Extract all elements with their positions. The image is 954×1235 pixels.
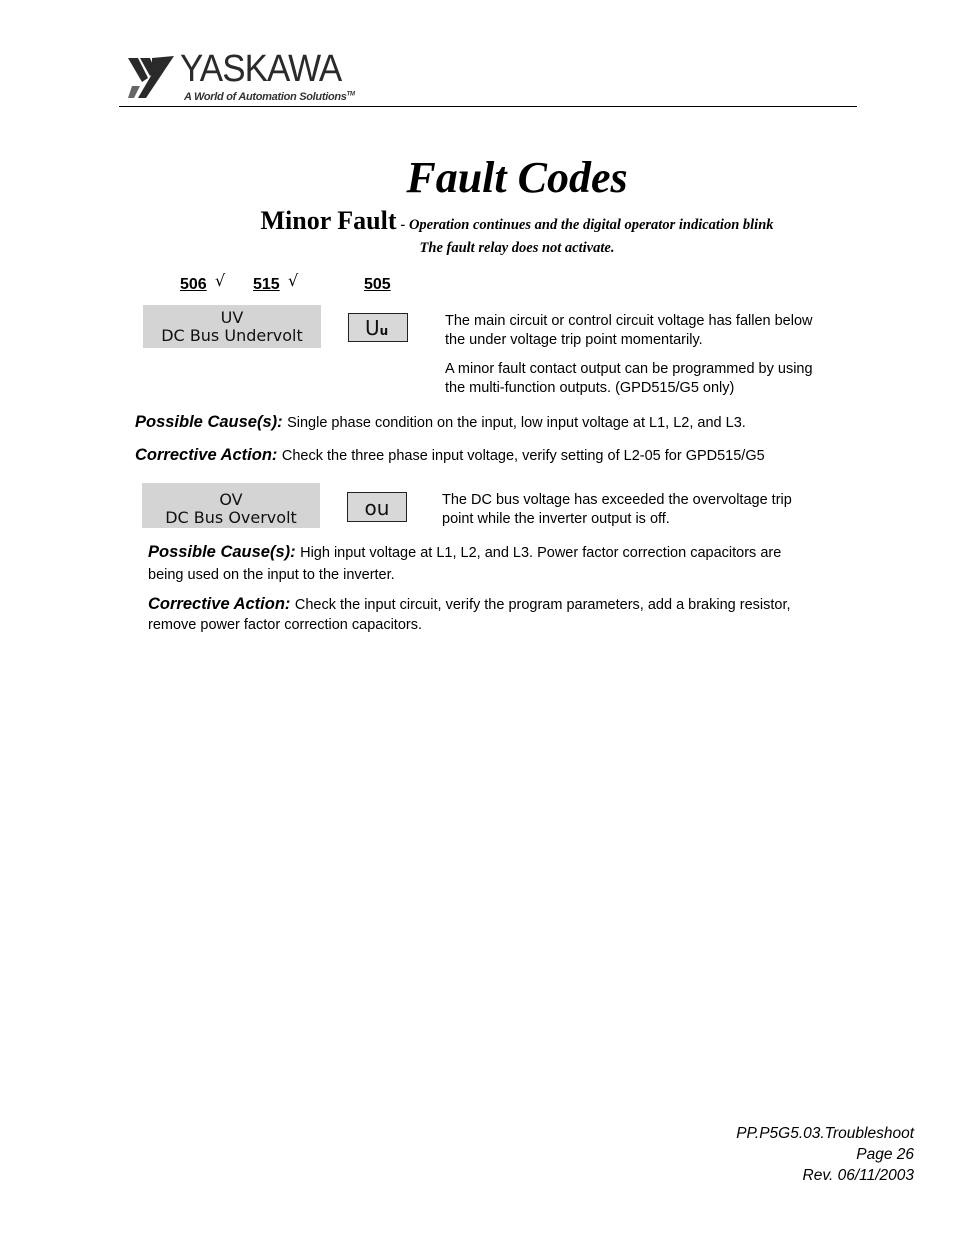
ov-action-label: Corrective Action: [148, 595, 291, 613]
header-divider [119, 106, 857, 107]
page-footer [600, 1123, 914, 1186]
uv-possible-cause [135, 413, 855, 432]
uv-fault-box [143, 305, 321, 348]
model-515-label: 515 [253, 276, 280, 293]
brand-tagline: A World of Automation Solutions™ [184, 91, 355, 103]
model-505-label: 505 [364, 276, 391, 293]
ov-fault-box [142, 483, 320, 528]
ov-possible-cause [148, 542, 808, 586]
ov-cause-label: Possible Cause(s): [148, 543, 296, 561]
uv-fault-name: DC Bus Undervolt [161, 326, 303, 345]
minor-fault-description: - Operation continues and the digital operator indication blink [400, 217, 774, 233]
uv-fault-code: UV [220, 308, 244, 327]
uv-description-2: A minor fault contact output can be programmed by using the multi-function outputs. (GPD515/G5 only) [445, 361, 813, 396]
page-title: Fault Codes [406, 153, 628, 202]
uv-display-box [348, 313, 408, 342]
ov-display-box: ou [347, 492, 407, 522]
uv-display-sub: u [379, 324, 389, 338]
uv-description-1: The main circuit or control circuit voltage has fallen below the under voltage trip point momentarily. [445, 313, 813, 348]
footer-revision: Rev. 06/11/2003 [802, 1167, 914, 1184]
brand-name: YASKAWA [180, 48, 342, 90]
ov-fault-name: DC Bus Overvolt [165, 508, 297, 527]
footer-doc-id: PP.P5G5.03.Troubleshoot [736, 1125, 914, 1142]
footer-page-number: Page 26 [856, 1146, 914, 1163]
uv-corrective-action [135, 446, 875, 465]
ov-description: The DC bus voltage has exceeded the overvoltage trip point while the inverter output is off. [442, 492, 792, 527]
yaskawa-logo-icon [126, 52, 178, 102]
model-506-label: 506 [180, 276, 207, 293]
subtitle [0, 206, 954, 236]
ov-fault-code: OV [219, 490, 243, 509]
uv-action-label: Corrective Action: [135, 446, 278, 464]
ov-action-text: Check the input circuit, verify the program parameters, add a braking resistor, remove power factor correction capacitors. [148, 597, 791, 633]
uv-cause-text: Single phase condition on the input, low input voltage at L1, L2, and L3. [287, 415, 746, 431]
ov-cause-text: High input voltage at L1, L2, and L3. Power factor correction capacitors are being used on the input to the inverter. [148, 545, 782, 583]
uv-cause-label: Possible Cause(s): [135, 413, 283, 431]
model-506-check-icon: √ [215, 271, 226, 290]
uv-display-main: U [365, 316, 380, 340]
ov-corrective-action [148, 594, 828, 635]
model-515-check-icon: √ [288, 271, 299, 290]
uv-action-text: Check the three phase input voltage, verify setting of L2-05 for GPD515/G5 [281, 448, 765, 464]
relay-note: The fault relay does not activate. [419, 240, 615, 256]
minor-fault-heading: Minor Fault [260, 206, 397, 235]
